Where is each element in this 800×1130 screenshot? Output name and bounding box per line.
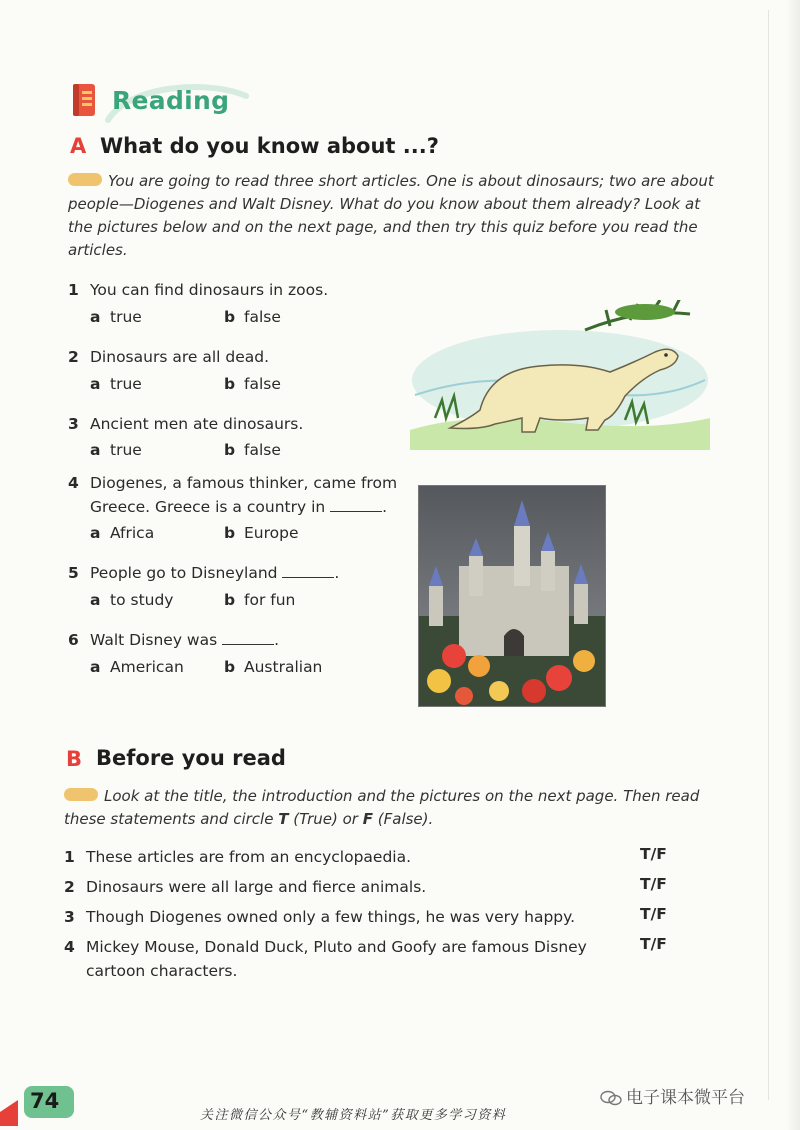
question-text: Dinosaurs are all dead. [90,348,269,366]
footer-note: 关注微信公众号“教辅资料站”获取更多学习资料 [200,1108,507,1123]
section-b-intro-false-letter: F [362,810,373,828]
statement-1 [64,845,606,869]
statement-3-true-false[interactable]: T/F [640,905,667,923]
quiz-question-4-option-a[interactable] [90,524,154,542]
reading-title: Reading [112,86,230,115]
question-text: Ancient men ate dinosaurs. [90,415,304,433]
statement-number: 2 [64,878,75,896]
statement-3 [64,905,606,929]
option-text: for fun [244,591,296,609]
quiz-question-4 [68,471,397,495]
book-icon [70,82,98,118]
page-number: 74 [30,1089,60,1113]
question-number: 2 [68,348,79,366]
section-b-letter: B [66,747,83,771]
option-text: false [244,308,281,326]
answer-blank[interactable] [282,563,334,578]
section-b-intro [64,785,714,831]
option-letter: a [90,375,101,393]
option-text: to study [110,591,174,609]
quiz-question-5 [68,561,339,585]
option-letter: b [224,441,236,459]
option-text: Africa [110,524,155,542]
disneyland-castle-photo [418,485,606,707]
quiz-question-3-option-a[interactable] [90,441,142,459]
quiz-question-2-option-a[interactable] [90,375,142,393]
option-text: false [244,441,281,459]
answer-blank[interactable] [330,497,382,512]
quiz-question-4-option-b[interactable] [224,524,299,542]
question-text: Walt Disney was [90,631,218,649]
statement-text: Mickey Mouse, Donald Duck, Pluto and Goofy are famous Disney cartoon characters. [86,938,587,980]
question-number: 3 [68,415,79,433]
section-b-intro-text-3: (False). [377,810,434,828]
option-text: Australian [244,658,323,676]
statement-2 [64,875,606,899]
question-number: 4 [68,474,79,492]
statement-text: Though Diogenes owned only a few things, he was very happy. [86,908,576,926]
statement-number: 3 [64,908,75,926]
quiz-question-4-line-2 [90,495,387,519]
section-a-title: What do you know about ...? [100,134,439,158]
statement-number: 4 [64,938,75,956]
quiz-question-1-option-b[interactable] [224,308,281,326]
statement-text: Dinosaurs were all large and fierce animals. [86,878,427,896]
watermark-text: 电子课本微平台 [626,1088,745,1108]
section-a-intro [68,170,728,262]
quiz-question-6 [68,628,279,652]
statement-2-true-false[interactable]: T/F [640,875,667,893]
quiz-question-3 [68,412,303,436]
instruction-marker-icon [68,173,102,186]
option-letter: b [224,524,236,542]
answer-blank[interactable] [222,630,274,645]
option-letter: b [224,375,236,393]
quiz-question-2 [68,345,269,369]
reading-header [70,78,270,128]
statement-number: 1 [64,848,75,866]
section-a-letter: A [70,134,87,158]
option-letter: a [90,591,101,609]
option-letter: a [90,524,101,542]
question-text: You can find dinosaurs in zoos. [90,281,329,299]
statement-4-true-false[interactable]: T/F [640,935,667,953]
option-text: American [110,658,184,676]
option-letter: b [224,308,236,326]
section-a-intro-text: You are going to read three short articles. One is about dinosaurs; two are about people—Diogenes and Walt Disney. What do you know about them already? Look at the pictures below and on the next page, and then try this quiz before you read the articles. [68,172,714,259]
question-number: 6 [68,631,79,649]
quiz-question-1-option-a[interactable] [90,308,142,326]
option-text: false [244,375,281,393]
quiz-question-5-option-a[interactable] [90,591,173,609]
section-b-intro-text-2: (True) or [293,810,358,828]
quiz-question-6-option-b[interactable] [224,658,322,676]
watermark [600,1083,745,1108]
option-text: true [110,308,142,326]
option-text: true [110,375,142,393]
quiz-question-5-option-b[interactable] [224,591,295,609]
question-text-line-1: Diogenes, a famous thinker, came from [90,474,398,492]
page-edge-shadow [786,0,800,1130]
section-b-title: Before you read [96,746,286,770]
question-end-punctuation: . [334,564,340,582]
question-number: 5 [68,564,79,582]
question-text: People go to Disneyland [90,564,278,582]
statement-text: These articles are from an encyclopaedia. [86,848,412,866]
option-letter: a [90,441,101,459]
option-letter: a [90,658,101,676]
wechat-icon [600,1090,622,1106]
option-text: Europe [244,524,299,542]
option-letter: b [224,591,236,609]
question-end-punctuation: . [274,631,280,649]
instruction-marker-icon [64,788,98,801]
question-text-line-2: Greece. Greece is a country in [90,498,326,516]
dinosaur-illustration [410,300,710,450]
quiz-question-2-option-b[interactable] [224,375,281,393]
question-number: 1 [68,281,79,299]
option-letter: a [90,308,101,326]
option-text: true [110,441,142,459]
section-b-intro-text-1: Look at the title, the introduction and the pictures on the next page. Then read these statements and circle [64,787,700,828]
quiz-question-6-option-a[interactable] [90,658,184,676]
quiz-question-1 [68,278,328,302]
option-letter: b [224,658,236,676]
statement-4 [64,935,606,983]
quiz-question-3-option-b[interactable] [224,441,281,459]
section-b-intro-true-letter: T [278,810,289,828]
statement-1-true-false[interactable]: T/F [640,845,667,863]
question-end-punctuation: . [382,498,388,516]
page-fold-line [768,10,769,1100]
